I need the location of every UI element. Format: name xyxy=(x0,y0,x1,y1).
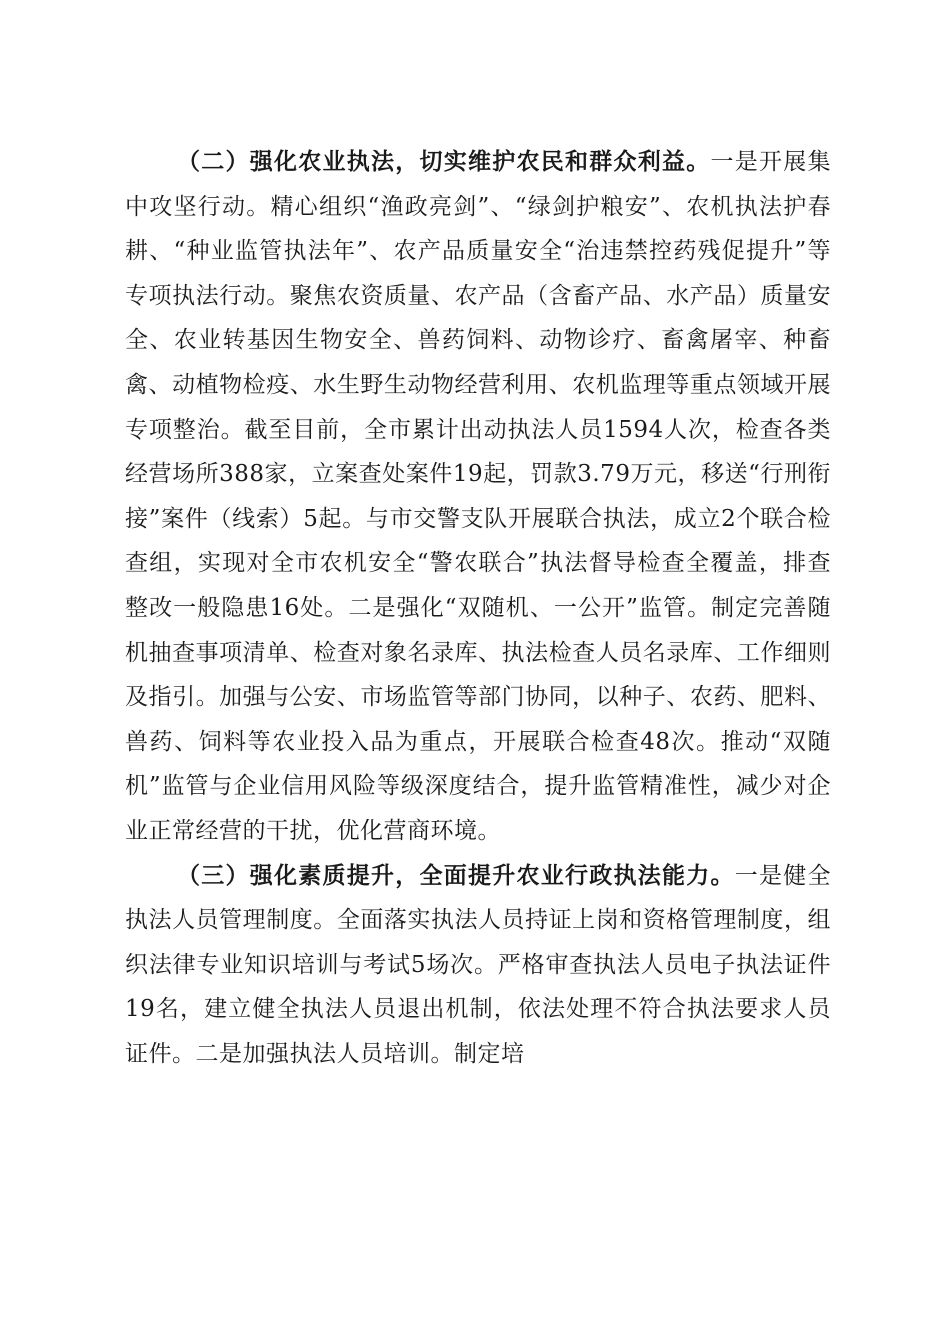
document-body xyxy=(125,140,831,1076)
paragraph-2-heading: （二）强化农业执法，切实维护农民和群众利益。 xyxy=(177,148,711,175)
paragraph-3-text: 一是健全执法人员管理制度。全面落实执法人员持证上岗和资格管理制度，组织法律专业知识培训与考试5场次。严格审查执法人员电子执法证件19名，建立健全执法人员退出机制，依法处理不符合执法要求人员证件。二是加强执法人员培训。制定培 xyxy=(125,862,831,1067)
paragraph-2 xyxy=(125,140,831,854)
paragraph-3 xyxy=(125,854,831,1077)
paragraph-2-text: 一是开展集中攻坚行动。精心组织“渔政亮剑”、“绿剑护粮安”、农机执法护春耕、“种业监管执法年”、农产品质量安全“治违禁控药残促提升”等专项执法行动。聚焦农资质量、农产品（含畜产品、水产品）质量安全、农业转基因生物安全、兽药饲料、动物诊疗、畜禽屠宰、种畜禽、动植物检疫、水生野生动物经营利用、农机监理等重点领域开展专项整治。截至目前，全市累计出动执法人员1594人次，检查各类经营场所388家，立案查处案件19起，罚款3.79万元，移送“行刑衔接”案件（线索）5起。与市交警支队开展联合执法，成立2个联合检查组，实现对全市农机安全“警农联合”执法督导检查全覆盖，排查整改一般隐患16处。二是强化“双随机、一公开”监管。制定完善随机抽查事项清单、检查对象名录库、执法检查人员名录库、工作细则及指引。加强与公安、市场监管等部门协同，以种子、农药、肥料、兽药、饲料等农业投入品为重点，开展联合检查48次。推动“双随机”监管与企业信用风险等级深度结合，提升监管精准性，减少对企业正常经营的干扰，优化营商环境。 xyxy=(125,149,831,844)
paragraph-3-heading: （三）强化素质提升，全面提升农业行政执法能力。 xyxy=(177,861,735,889)
